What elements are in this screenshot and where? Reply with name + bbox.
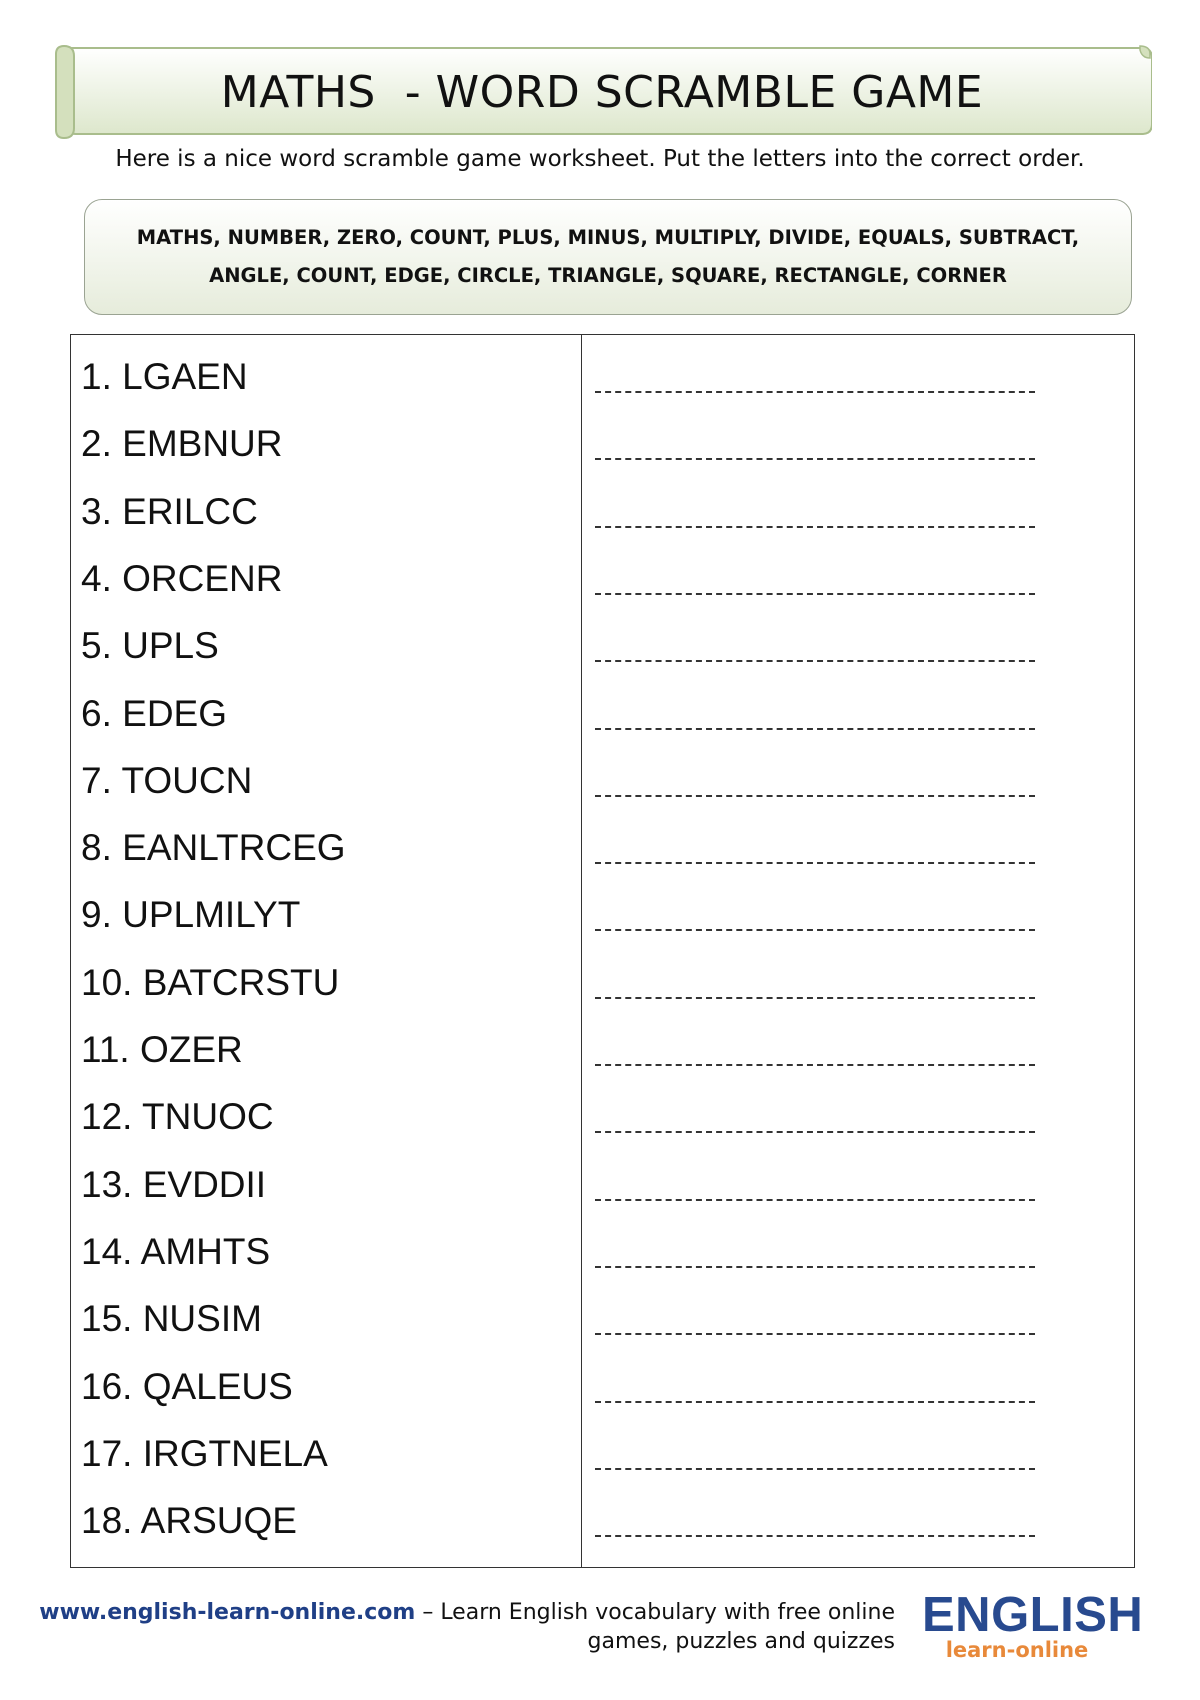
scrambled-word: 17. IRGTNELA <box>81 1432 328 1474</box>
answer-line[interactable] <box>595 929 1035 931</box>
answer-line[interactable] <box>595 1468 1035 1470</box>
answer-line[interactable] <box>595 593 1035 595</box>
answer-line[interactable] <box>595 1064 1035 1066</box>
answer-line[interactable] <box>595 660 1035 662</box>
scrambled-word: 11. OZER <box>81 1029 243 1070</box>
scrambled-word: 7. TOUCN <box>81 759 253 801</box>
scrambled-word: 18. ARSUQE <box>81 1500 297 1542</box>
scrambled-word: 9. UPLMILYT <box>81 894 301 936</box>
footer-text-1: – Learn English vocabulary with free online <box>415 1600 895 1625</box>
answer-line[interactable] <box>595 1535 1035 1537</box>
word-bank-line-2: ANGLE, COUNT, EDGE, CIRCLE, TRIANGLE, SQUARE, RECTANGLE, CORNER <box>209 264 1007 287</box>
scrambled-word: 16. QALEUS <box>81 1365 293 1407</box>
scrambled-word: 4. ORCENR <box>81 557 283 599</box>
page-title: MATHS - WORD SCRAMBLE GAME <box>220 66 984 118</box>
footer <box>0 1598 895 1656</box>
scrambled-word: 8. EANLTRCEG <box>81 827 346 869</box>
answer-line[interactable] <box>595 1199 1035 1201</box>
scrambled-word: 10. BATCRSTU <box>81 961 340 1003</box>
english-learn-online-logo <box>922 1588 1144 1662</box>
scrambled-word: 13. EVDDII <box>81 1163 267 1205</box>
answer-line[interactable] <box>595 862 1035 864</box>
scrambled-word: 15. NUSIM <box>81 1298 262 1340</box>
answer-line[interactable] <box>595 728 1035 730</box>
scrambled-word: 2. EMBNUR <box>81 423 283 465</box>
answer-line[interactable] <box>595 1401 1035 1403</box>
answer-line[interactable] <box>595 1333 1035 1335</box>
answer-line[interactable] <box>595 997 1035 999</box>
answer-line[interactable] <box>595 1266 1035 1268</box>
instructions: Here is a nice word scramble game worksheet. Put the letters into the correct order. <box>115 146 1085 172</box>
word-bank <box>84 199 1132 315</box>
scramble-table <box>70 334 1135 1568</box>
scrambled-word: 1. LGAEN <box>81 356 248 397</box>
footer-text-2: games, puzzles and quizzes <box>587 1629 895 1654</box>
column-divider <box>581 335 582 1567</box>
title-banner <box>52 44 1152 140</box>
answer-line[interactable] <box>595 1131 1035 1133</box>
footer-url[interactable]: www.english-learn-online.com <box>39 1600 416 1625</box>
scrambled-word: 3. ERILCC <box>81 490 258 532</box>
scrambled-word: 5. UPLS <box>81 625 219 667</box>
logo-english-text: ENGLISH <box>922 1588 1144 1642</box>
scrambled-word: 6. EDEG <box>81 692 227 734</box>
logo-learn-online-text: learn-online <box>945 1638 1089 1662</box>
answer-line[interactable] <box>595 526 1035 528</box>
scrambled-word: 14. AMHTS <box>81 1230 271 1272</box>
scrambled-word: 12. TNUOC <box>81 1096 274 1138</box>
word-bank-line-1: MATHS, NUMBER, ZERO, COUNT, PLUS, MINUS, MULTIPLY, DIVIDE, EQUALS, SUBTRACT, <box>136 226 1080 249</box>
answer-line[interactable] <box>595 391 1035 393</box>
answer-line[interactable] <box>595 795 1035 797</box>
answer-line[interactable] <box>595 458 1035 460</box>
